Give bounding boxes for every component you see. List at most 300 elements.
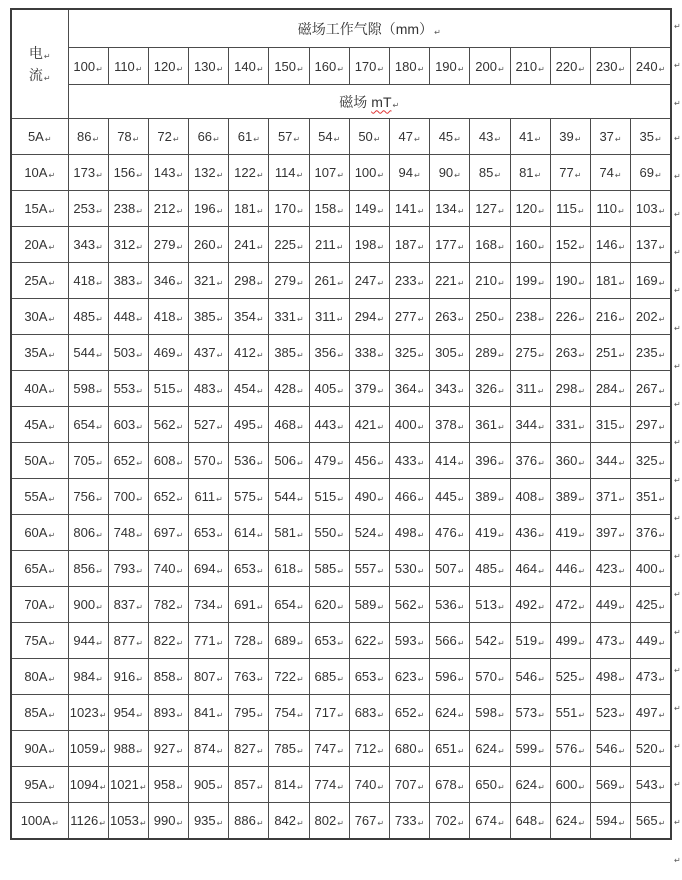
paragraph-mark-icon: ↵ <box>413 135 421 144</box>
paragraph-mark-icon: ↵ <box>52 818 59 828</box>
value-cell <box>430 263 470 299</box>
paragraph-mark-icon: ↵ <box>538 423 545 432</box>
paragraph-mark-icon: ↵ <box>674 666 681 675</box>
paragraph-mark-icon: ↵ <box>658 243 666 252</box>
paragraph-mark-icon: ↵ <box>658 279 666 288</box>
paragraph-mark-icon: ↵ <box>216 459 224 468</box>
paragraph-mark-icon: ↵ <box>578 531 586 540</box>
value-cell-value: 520 <box>635 741 658 756</box>
value-cell <box>550 155 590 191</box>
paragraph-mark-icon: ↵ <box>176 783 184 792</box>
value-cell-value: 589 <box>354 597 377 612</box>
value-cell-value: 371 <box>595 489 618 504</box>
end-of-row-marks-gutter <box>674 8 682 880</box>
paragraph-mark-icon: ↵ <box>497 783 505 792</box>
value-cell-value: 472 <box>555 597 578 612</box>
value-cell <box>590 695 630 731</box>
value-cell <box>309 623 349 659</box>
value-cell <box>309 263 349 299</box>
value-cell <box>430 407 470 443</box>
value-cell-value: 211 <box>315 237 336 252</box>
paragraph-mark-icon: ↵ <box>457 495 465 504</box>
paragraph-mark-icon: ↵ <box>658 711 666 720</box>
paragraph-mark-icon: ↵ <box>674 61 681 70</box>
table-row <box>11 803 671 839</box>
value-cell-value: 383 <box>113 273 136 288</box>
value-cell <box>470 191 510 227</box>
value-cell-value: 573 <box>515 705 538 720</box>
value-cell-value: 857 <box>234 777 256 792</box>
paragraph-mark-icon: ↵ <box>135 64 143 74</box>
value-cell-value: 585 <box>314 561 337 576</box>
paragraph-mark-icon: ↵ <box>674 628 681 637</box>
value-cell <box>108 803 148 839</box>
end-of-row-mark <box>674 47 682 85</box>
value-cell <box>309 551 349 587</box>
value-cell-value: 653 <box>234 561 256 576</box>
paragraph-mark-icon: ↵ <box>538 711 545 720</box>
value-cell <box>349 299 389 335</box>
paragraph-mark-icon: ↵ <box>44 135 52 144</box>
value-cell <box>470 227 510 263</box>
value-cell-value: 37 <box>599 129 614 144</box>
current-cell <box>11 623 68 659</box>
current-cell-value: 100A <box>20 812 52 828</box>
value-cell-value: 507 <box>435 561 457 576</box>
value-cell <box>631 659 671 695</box>
value-cell-value: 312 <box>113 237 136 252</box>
value-cell-value: 728 <box>234 633 256 648</box>
gap-value-cell <box>631 48 671 85</box>
value-cell <box>189 695 229 731</box>
current-cell <box>11 227 68 263</box>
value-cell <box>430 227 470 263</box>
gap-value-cell <box>108 48 148 85</box>
end-of-row-mark <box>674 576 682 614</box>
current-cell <box>11 695 68 731</box>
value-cell <box>590 155 630 191</box>
paragraph-mark-icon: ↵ <box>457 675 465 684</box>
value-cell <box>430 767 470 803</box>
value-cell-value: 806 <box>73 525 96 540</box>
value-cell-value: 802 <box>314 812 337 828</box>
value-cell-value: 311 <box>515 381 537 396</box>
value-cell-value: 492 <box>515 597 538 612</box>
paragraph-mark-icon: ↵ <box>417 783 425 792</box>
value-cell-value: 702 <box>435 812 457 828</box>
value-cell <box>510 803 550 839</box>
value-cell <box>550 659 590 695</box>
value-cell-value: 1059 <box>69 741 99 756</box>
value-cell-value: 569 <box>595 777 618 792</box>
paragraph-mark-icon: ↵ <box>538 567 545 576</box>
value-cell-value: 748 <box>113 525 136 540</box>
value-cell <box>269 659 309 695</box>
value-cell-value: 562 <box>394 597 417 612</box>
value-cell <box>470 479 510 515</box>
value-cell-value: 376 <box>515 453 538 468</box>
value-cell-value: 238 <box>113 201 136 216</box>
paragraph-mark-icon: ↵ <box>256 64 264 74</box>
value-cell <box>590 443 630 479</box>
paragraph-mark-icon: ↵ <box>377 423 385 432</box>
value-cell <box>148 515 188 551</box>
value-cell-value: 515 <box>314 489 337 504</box>
value-cell-value: 499 <box>555 633 578 648</box>
value-cell <box>229 623 269 659</box>
value-cell-value: 483 <box>193 381 216 396</box>
value-cell-value: 414 <box>435 453 457 468</box>
value-cell <box>550 335 590 371</box>
paragraph-mark-icon: ↵ <box>297 207 304 216</box>
paragraph-mark-icon: ↵ <box>136 423 143 432</box>
value-cell <box>269 731 309 767</box>
paragraph-mark-icon: ↵ <box>618 783 626 792</box>
header-row-field-unit <box>11 85 671 119</box>
paragraph-mark-icon: ↵ <box>96 567 103 576</box>
value-cell-value: 468 <box>274 417 297 432</box>
paragraph-mark-icon: ↵ <box>337 459 344 468</box>
paragraph-mark-icon: ↵ <box>618 207 625 216</box>
end-of-row-mark <box>674 272 682 310</box>
value-cell-value: 515 <box>153 381 176 396</box>
value-cell <box>470 443 510 479</box>
table-row <box>11 515 671 551</box>
value-cell <box>68 335 108 371</box>
value-cell <box>430 623 470 659</box>
value-cell-value: 298 <box>555 381 578 396</box>
value-cell <box>590 731 630 767</box>
current-cell-value: 75A <box>24 633 48 648</box>
value-cell-value: 199 <box>515 273 538 288</box>
value-cell <box>470 551 510 587</box>
value-cell <box>309 191 349 227</box>
value-cell-value: 543 <box>635 777 658 792</box>
value-cell <box>550 767 590 803</box>
value-cell-value: 445 <box>435 489 457 504</box>
value-cell-value: 170 <box>274 201 297 216</box>
value-cell-value: 611 <box>194 489 216 504</box>
paragraph-mark-icon: ↵ <box>136 243 143 252</box>
value-cell-value: 298 <box>234 273 256 288</box>
paragraph-mark-icon: ↵ <box>136 171 143 180</box>
value-cell-value: 120 <box>515 201 538 216</box>
current-cell <box>11 731 68 767</box>
value-cell <box>390 191 430 227</box>
value-cell-value: 600 <box>555 777 578 792</box>
paragraph-mark-icon: ↵ <box>136 351 143 360</box>
gap-header-cell <box>68 9 671 48</box>
current-cell <box>11 479 68 515</box>
current-cell <box>11 155 68 191</box>
paragraph-mark-icon: ↵ <box>538 315 545 324</box>
value-cell <box>108 443 148 479</box>
value-cell-value: 618 <box>274 561 297 576</box>
value-cell-value: 114 <box>274 165 296 180</box>
value-cell-value: 315 <box>595 417 618 432</box>
paragraph-mark-icon: ↵ <box>454 171 461 180</box>
paragraph-mark-icon: ↵ <box>337 818 344 828</box>
table-row <box>11 695 671 731</box>
paragraph-mark-icon: ↵ <box>497 603 505 612</box>
value-cell <box>229 767 269 803</box>
value-cell <box>510 407 550 443</box>
value-cell <box>349 551 389 587</box>
end-of-row-mark <box>674 196 682 234</box>
value-cell-value: 524 <box>354 525 377 540</box>
value-cell-value: 900 <box>73 597 96 612</box>
current-cell <box>11 119 68 155</box>
paragraph-mark-icon: ↵ <box>574 135 582 144</box>
gap-value-cell-value: 130 <box>193 58 216 74</box>
paragraph-mark-icon: ↵ <box>578 495 586 504</box>
value-cell-value: 122 <box>234 165 256 180</box>
gap-value-cell <box>269 48 309 85</box>
paragraph-mark-icon: ↵ <box>658 207 666 216</box>
paragraph-mark-icon: ↵ <box>213 135 220 144</box>
paragraph-mark-icon: ↵ <box>578 818 586 828</box>
value-cell <box>269 767 309 803</box>
value-cell <box>590 767 630 803</box>
paragraph-mark-icon: ↵ <box>373 135 381 144</box>
value-cell <box>390 227 430 263</box>
paragraph-mark-icon: ↵ <box>96 243 103 252</box>
value-cell <box>550 299 590 335</box>
paragraph-mark-icon: ↵ <box>618 531 626 540</box>
value-cell <box>68 515 108 551</box>
gap-value-cell-value: 210 <box>515 58 538 74</box>
value-cell-value: 473 <box>595 633 618 648</box>
value-cell-value: 449 <box>595 597 618 612</box>
paragraph-mark-icon: ↵ <box>48 459 56 468</box>
value-cell-value: 680 <box>394 741 417 756</box>
paragraph-mark-icon: ↵ <box>297 243 304 252</box>
value-cell-value: 683 <box>354 705 377 720</box>
value-cell <box>550 263 590 299</box>
value-cell-value: 284 <box>595 381 618 396</box>
paragraph-mark-icon: ↵ <box>48 639 56 648</box>
value-cell-value: 396 <box>475 453 497 468</box>
paragraph-mark-icon: ↵ <box>136 315 143 324</box>
paragraph-mark-icon: ↵ <box>297 279 304 288</box>
value-cell-value: 343 <box>435 381 457 396</box>
value-cell <box>189 371 229 407</box>
current-cell-value: 80A <box>24 669 48 684</box>
value-cell <box>148 371 188 407</box>
value-cell-value: 763 <box>234 669 256 684</box>
value-cell-value: 376 <box>635 525 658 540</box>
table-row <box>11 551 671 587</box>
value-cell <box>148 299 188 335</box>
value-cell-value: 115 <box>556 201 577 216</box>
paragraph-mark-icon: ↵ <box>417 531 425 540</box>
value-cell <box>229 371 269 407</box>
value-cell-value: 251 <box>595 345 618 360</box>
current-cell-value: 20A <box>24 237 48 252</box>
paragraph-mark-icon: ↵ <box>256 423 264 432</box>
value-cell-value: 94 <box>398 165 413 180</box>
paragraph-mark-icon: ↵ <box>377 64 385 74</box>
value-cell <box>68 479 108 515</box>
paragraph-mark-icon: ↵ <box>578 567 586 576</box>
paragraph-mark-icon: ↵ <box>337 531 344 540</box>
value-cell <box>68 731 108 767</box>
paragraph-mark-icon: ↵ <box>614 135 622 144</box>
paragraph-mark-icon: ↵ <box>377 387 385 396</box>
end-of-row-mark <box>674 234 682 272</box>
paragraph-mark-icon: ↵ <box>674 856 681 865</box>
value-cell <box>309 443 349 479</box>
paragraph-mark-icon: ↵ <box>216 747 224 756</box>
value-cell-value: 132 <box>193 165 216 180</box>
paragraph-mark-icon: ↵ <box>48 243 56 252</box>
paragraph-mark-icon: ↵ <box>654 135 662 144</box>
value-cell <box>309 659 349 695</box>
value-cell-value: 437 <box>193 345 216 360</box>
value-cell-value: 652 <box>113 453 136 468</box>
value-cell-value: 72 <box>157 129 172 144</box>
end-of-row-mark <box>674 462 682 500</box>
paragraph-mark-icon: ↵ <box>538 675 545 684</box>
paragraph-mark-icon: ↵ <box>96 171 103 180</box>
value-cell-value: 86 <box>77 129 92 144</box>
value-cell <box>550 479 590 515</box>
paragraph-mark-icon: ↵ <box>674 704 681 713</box>
value-cell-value: 378 <box>435 417 457 432</box>
value-cell <box>189 227 229 263</box>
value-cell-value: 565 <box>635 812 658 828</box>
value-cell-value: 343 <box>73 237 96 252</box>
value-cell-value: 651 <box>435 741 457 756</box>
paragraph-mark-icon: ↵ <box>497 747 505 756</box>
value-cell-value: 624 <box>515 777 538 792</box>
value-cell-value: 785 <box>274 741 297 756</box>
paragraph-mark-icon: ↵ <box>99 783 107 792</box>
paragraph-mark-icon: ↵ <box>674 134 681 143</box>
paragraph-mark-icon: ↵ <box>417 639 425 648</box>
paragraph-mark-icon: ↵ <box>578 279 586 288</box>
value-cell-value: 134 <box>435 201 457 216</box>
value-cell <box>470 335 510 371</box>
value-cell-value: 181 <box>234 201 256 216</box>
current-cell-value: 90A <box>24 741 48 756</box>
value-cell <box>269 155 309 191</box>
value-cell <box>269 515 309 551</box>
paragraph-mark-icon: ↵ <box>48 279 56 288</box>
paragraph-mark-icon: ↵ <box>96 531 103 540</box>
paragraph-mark-icon: ↵ <box>392 100 400 110</box>
paragraph-mark-icon: ↵ <box>256 603 264 612</box>
value-cell <box>229 227 269 263</box>
paragraph-mark-icon: ↵ <box>377 279 385 288</box>
value-cell <box>390 803 430 839</box>
paragraph-mark-icon: ↵ <box>176 567 184 576</box>
value-cell <box>68 659 108 695</box>
value-cell-value: 418 <box>73 273 96 288</box>
value-cell <box>430 479 470 515</box>
value-cell <box>269 371 309 407</box>
value-cell-value: 267 <box>635 381 658 396</box>
paragraph-mark-icon: ↵ <box>48 711 56 720</box>
value-cell <box>108 335 148 371</box>
gap-value-cell-value: 230 <box>595 58 618 74</box>
paragraph-mark-icon: ↵ <box>176 64 184 74</box>
value-cell <box>229 587 269 623</box>
value-cell <box>269 587 309 623</box>
paragraph-mark-icon: ↵ <box>618 603 626 612</box>
paragraph-mark-icon: ↵ <box>457 531 465 540</box>
paragraph-mark-icon: ↵ <box>618 675 626 684</box>
value-cell-value: 196 <box>193 201 216 216</box>
paragraph-mark-icon: ↵ <box>534 171 542 180</box>
paragraph-mark-icon: ↵ <box>297 64 304 74</box>
value-cell <box>590 479 630 515</box>
paragraph-mark-icon: ↵ <box>96 64 103 74</box>
paragraph-mark-icon: ↵ <box>176 603 184 612</box>
value-cell-value: 81 <box>519 165 534 180</box>
paragraph-mark-icon: ↵ <box>578 315 586 324</box>
paragraph-mark-icon: ↵ <box>457 747 465 756</box>
value-cell-value: 495 <box>234 417 256 432</box>
value-cell <box>108 587 148 623</box>
value-cell <box>550 515 590 551</box>
paragraph-mark-icon: ↵ <box>377 207 385 216</box>
paragraph-mark-icon: ↵ <box>618 279 626 288</box>
paragraph-mark-icon: ↵ <box>417 351 425 360</box>
paragraph-mark-icon: ↵ <box>256 495 264 504</box>
value-cell-value: 50 <box>358 129 373 144</box>
value-cell-value: 513 <box>475 597 497 612</box>
value-cell-value: 400 <box>394 417 417 432</box>
paragraph-mark-icon: ↵ <box>417 207 425 216</box>
paragraph-mark-icon: ↵ <box>674 742 681 751</box>
value-cell-value: 905 <box>193 777 216 792</box>
paragraph-mark-icon: ↵ <box>136 531 143 540</box>
paragraph-mark-icon: ↵ <box>674 476 681 485</box>
paragraph-mark-icon: ↵ <box>297 818 304 828</box>
paragraph-mark-icon: ↵ <box>48 531 56 540</box>
value-cell-value: 476 <box>435 525 457 540</box>
value-cell-value: 107 <box>314 165 337 180</box>
value-cell-value: 297 <box>635 417 658 432</box>
current-cell-value: 50A <box>24 453 48 468</box>
value-cell <box>510 227 550 263</box>
value-cell <box>68 551 108 587</box>
paragraph-mark-icon: ↵ <box>176 675 184 684</box>
value-cell-value: 361 <box>475 417 497 432</box>
value-cell <box>430 803 470 839</box>
value-cell <box>510 335 550 371</box>
value-cell <box>631 407 671 443</box>
paragraph-mark-icon: ↵ <box>578 459 586 468</box>
value-cell-value: 238 <box>515 309 538 324</box>
value-cell-value: 289 <box>475 345 497 360</box>
value-cell-value: 356 <box>314 345 337 360</box>
value-cell <box>229 443 269 479</box>
value-cell-value: 143 <box>153 165 176 180</box>
value-cell-value: 389 <box>475 489 497 504</box>
value-cell <box>229 551 269 587</box>
paragraph-mark-icon: ↵ <box>614 171 622 180</box>
paragraph-mark-icon: ↵ <box>256 747 264 756</box>
paragraph-mark-icon: ↵ <box>139 818 147 828</box>
value-cell-value: 1126 <box>70 812 99 828</box>
value-cell <box>430 515 470 551</box>
paragraph-mark-icon: ↵ <box>618 747 626 756</box>
paragraph-mark-icon: ↵ <box>176 171 184 180</box>
value-cell <box>510 767 550 803</box>
paragraph-mark-icon: ↵ <box>216 495 223 504</box>
